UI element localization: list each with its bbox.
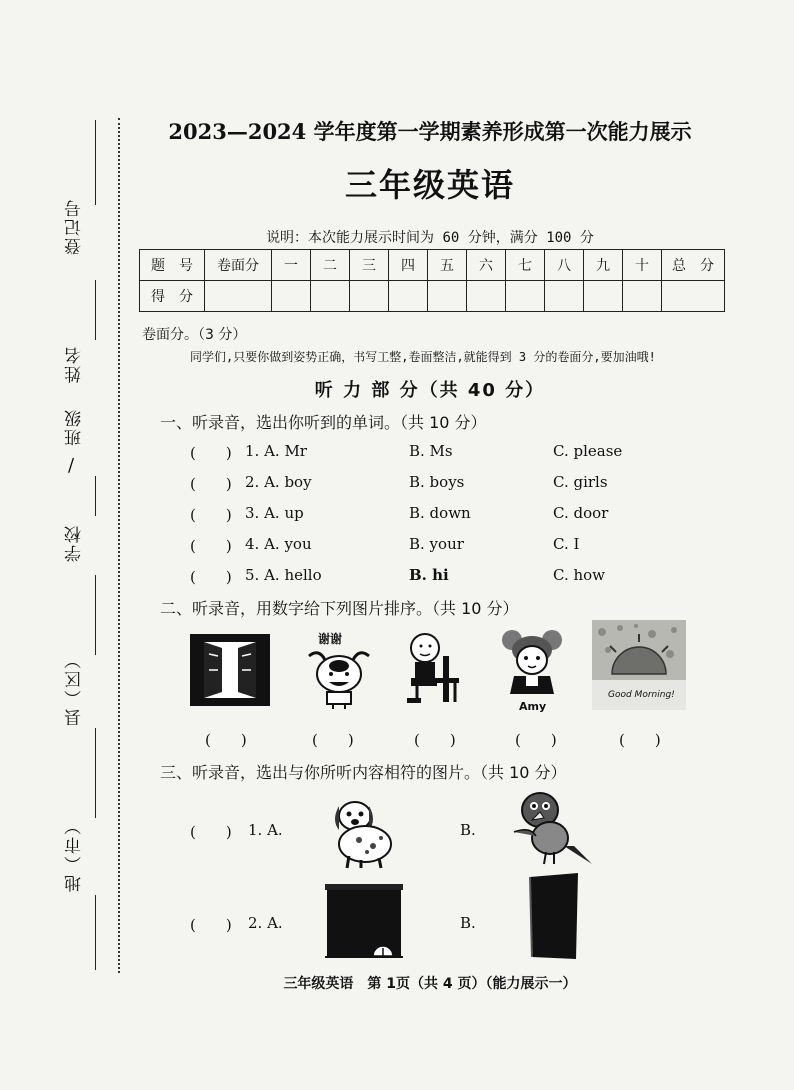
score-cell[interactable] xyxy=(272,281,311,312)
header-cell: 题 号 xyxy=(140,250,205,281)
option-a: 1. A. Mr xyxy=(245,442,307,460)
margin-label-city: 地（市） xyxy=(65,816,85,892)
score-cell[interactable] xyxy=(205,281,272,312)
answer-blank[interactable]: ( ) xyxy=(190,537,232,555)
open-door-picture xyxy=(528,873,580,961)
neatness-label: 卷面分。（3 分） xyxy=(142,327,247,343)
answer-blank[interactable]: ( ) xyxy=(190,568,232,586)
answer-blank[interactable]: ( ) xyxy=(190,444,232,462)
answer-blank[interactable]: ( ) xyxy=(190,506,232,524)
margin-label-school: 学校 xyxy=(65,524,85,562)
option-c: C. please xyxy=(553,442,623,460)
answer-blank[interactable]: ( ) xyxy=(619,731,661,749)
header-cell: 六 xyxy=(467,250,506,281)
q1-option-a-label: 1. A. xyxy=(248,821,283,839)
header-cell: 九 xyxy=(584,250,623,281)
margin-label-county: 县（区） xyxy=(65,650,85,726)
score-cell[interactable] xyxy=(428,281,467,312)
exam-subject: 三年级英语 xyxy=(344,166,515,204)
header-cell: 卷面分 xyxy=(205,250,272,281)
amy-caption: Amy xyxy=(519,700,547,713)
thanks-caption: 谢谢 xyxy=(318,632,343,646)
score-table xyxy=(139,249,725,312)
section2-heading: 二、听录音，用数字给下列图片排序。（共 10 分） xyxy=(160,599,519,618)
question-row xyxy=(0,473,794,497)
option-c: C. door xyxy=(553,504,609,522)
question-row xyxy=(0,535,794,559)
question-row xyxy=(0,504,794,528)
score-cell[interactable] xyxy=(311,281,350,312)
option-b: B. Ms xyxy=(409,442,453,460)
neatness-text: 同学们,只要你做到姿势正确，书写工整,卷面整洁,就能得到 3 分的卷面分,要加油哦! xyxy=(190,350,656,364)
answer-blank[interactable]: ( ) xyxy=(312,731,354,749)
margin-label-register-number: 登记号 xyxy=(65,198,85,255)
margin-line xyxy=(95,895,96,970)
header-cell: 一 xyxy=(272,250,311,281)
window-picture xyxy=(190,634,270,706)
question-row xyxy=(0,566,794,590)
answer-blank[interactable]: ( ) xyxy=(414,731,456,749)
margin-slash: / xyxy=(68,455,75,476)
answer-blank[interactable]: ( ) xyxy=(190,823,232,841)
answer-blank[interactable]: ( ) xyxy=(515,731,557,749)
header-cell: 八 xyxy=(545,250,584,281)
answer-blank[interactable]: ( ) xyxy=(190,916,232,934)
q2-option-b-label: B. xyxy=(460,914,476,932)
good-morning-caption: Good Morning! xyxy=(608,690,675,700)
option-a: 2. A. boy xyxy=(245,473,312,491)
bird-picture xyxy=(510,786,594,868)
score-cell[interactable] xyxy=(350,281,389,312)
header-cell: 十 xyxy=(623,250,662,281)
score-cell[interactable] xyxy=(584,281,623,312)
score-cell[interactable] xyxy=(623,281,662,312)
header-cell: 四 xyxy=(389,250,428,281)
score-table-header-row xyxy=(140,250,725,281)
question-row xyxy=(0,442,794,466)
score-cell[interactable] xyxy=(467,281,506,312)
score-cell[interactable] xyxy=(662,281,725,312)
answer-blank[interactable]: ( ) xyxy=(190,475,232,493)
score-cell[interactable] xyxy=(506,281,545,312)
header-cell: 三 xyxy=(350,250,389,281)
option-b: B. down xyxy=(409,504,471,522)
answer-blank[interactable]: ( ) xyxy=(205,731,247,749)
score-cell[interactable] xyxy=(545,281,584,312)
option-b: B. hi xyxy=(409,566,449,584)
boy-sitting-picture xyxy=(403,632,467,706)
header-cell: 五 xyxy=(428,250,467,281)
page-footer: 三年级英语 第 1页（共 4 页）（能力展示一） xyxy=(283,976,577,992)
q2-option-a-label: 2. A. xyxy=(248,914,283,932)
exam-title: 2023—2024 学年度第一学期素养形成第一次能力展示 xyxy=(168,119,692,144)
dog-picture xyxy=(325,790,405,870)
score-cell[interactable] xyxy=(389,281,428,312)
margin-label-class: 班级 xyxy=(65,408,85,446)
margin-line xyxy=(95,728,96,818)
cow-picture xyxy=(303,646,375,710)
margin-line xyxy=(95,280,96,340)
amy-picture xyxy=(500,628,564,698)
option-c: C. how xyxy=(553,566,606,584)
option-b: B. your xyxy=(409,535,464,553)
option-c: C. I xyxy=(553,535,580,553)
header-cell: 七 xyxy=(506,250,545,281)
margin-label-name: 姓名 xyxy=(65,345,85,383)
margin-line xyxy=(95,120,96,205)
exam-instructions: 说明：本次能力展示时间为 60 分钟，满分 100 分 xyxy=(266,230,594,246)
listening-section-title: 听 力 部 分（共 40 分） xyxy=(314,380,546,401)
score-table-score-row xyxy=(140,281,725,312)
section1-heading: 一、听录音，选出你听到的单词。（共 10 分） xyxy=(160,413,487,432)
option-b: B. boys xyxy=(409,473,465,491)
option-c: C. girls xyxy=(553,473,608,491)
option-a: 5. A. hello xyxy=(245,566,322,584)
header-cell: 二 xyxy=(311,250,350,281)
header-cell: 总 分 xyxy=(662,250,725,281)
score-row-label: 得 分 xyxy=(140,281,205,312)
q1-option-b-label: B. xyxy=(460,821,476,839)
option-a: 4. A. you xyxy=(245,535,312,553)
option-a: 3. A. up xyxy=(245,504,304,522)
closed-door-picture xyxy=(325,884,403,960)
section3-heading: 三、听录音，选出与你所听内容相符的图片。（共 10 分） xyxy=(160,763,567,782)
